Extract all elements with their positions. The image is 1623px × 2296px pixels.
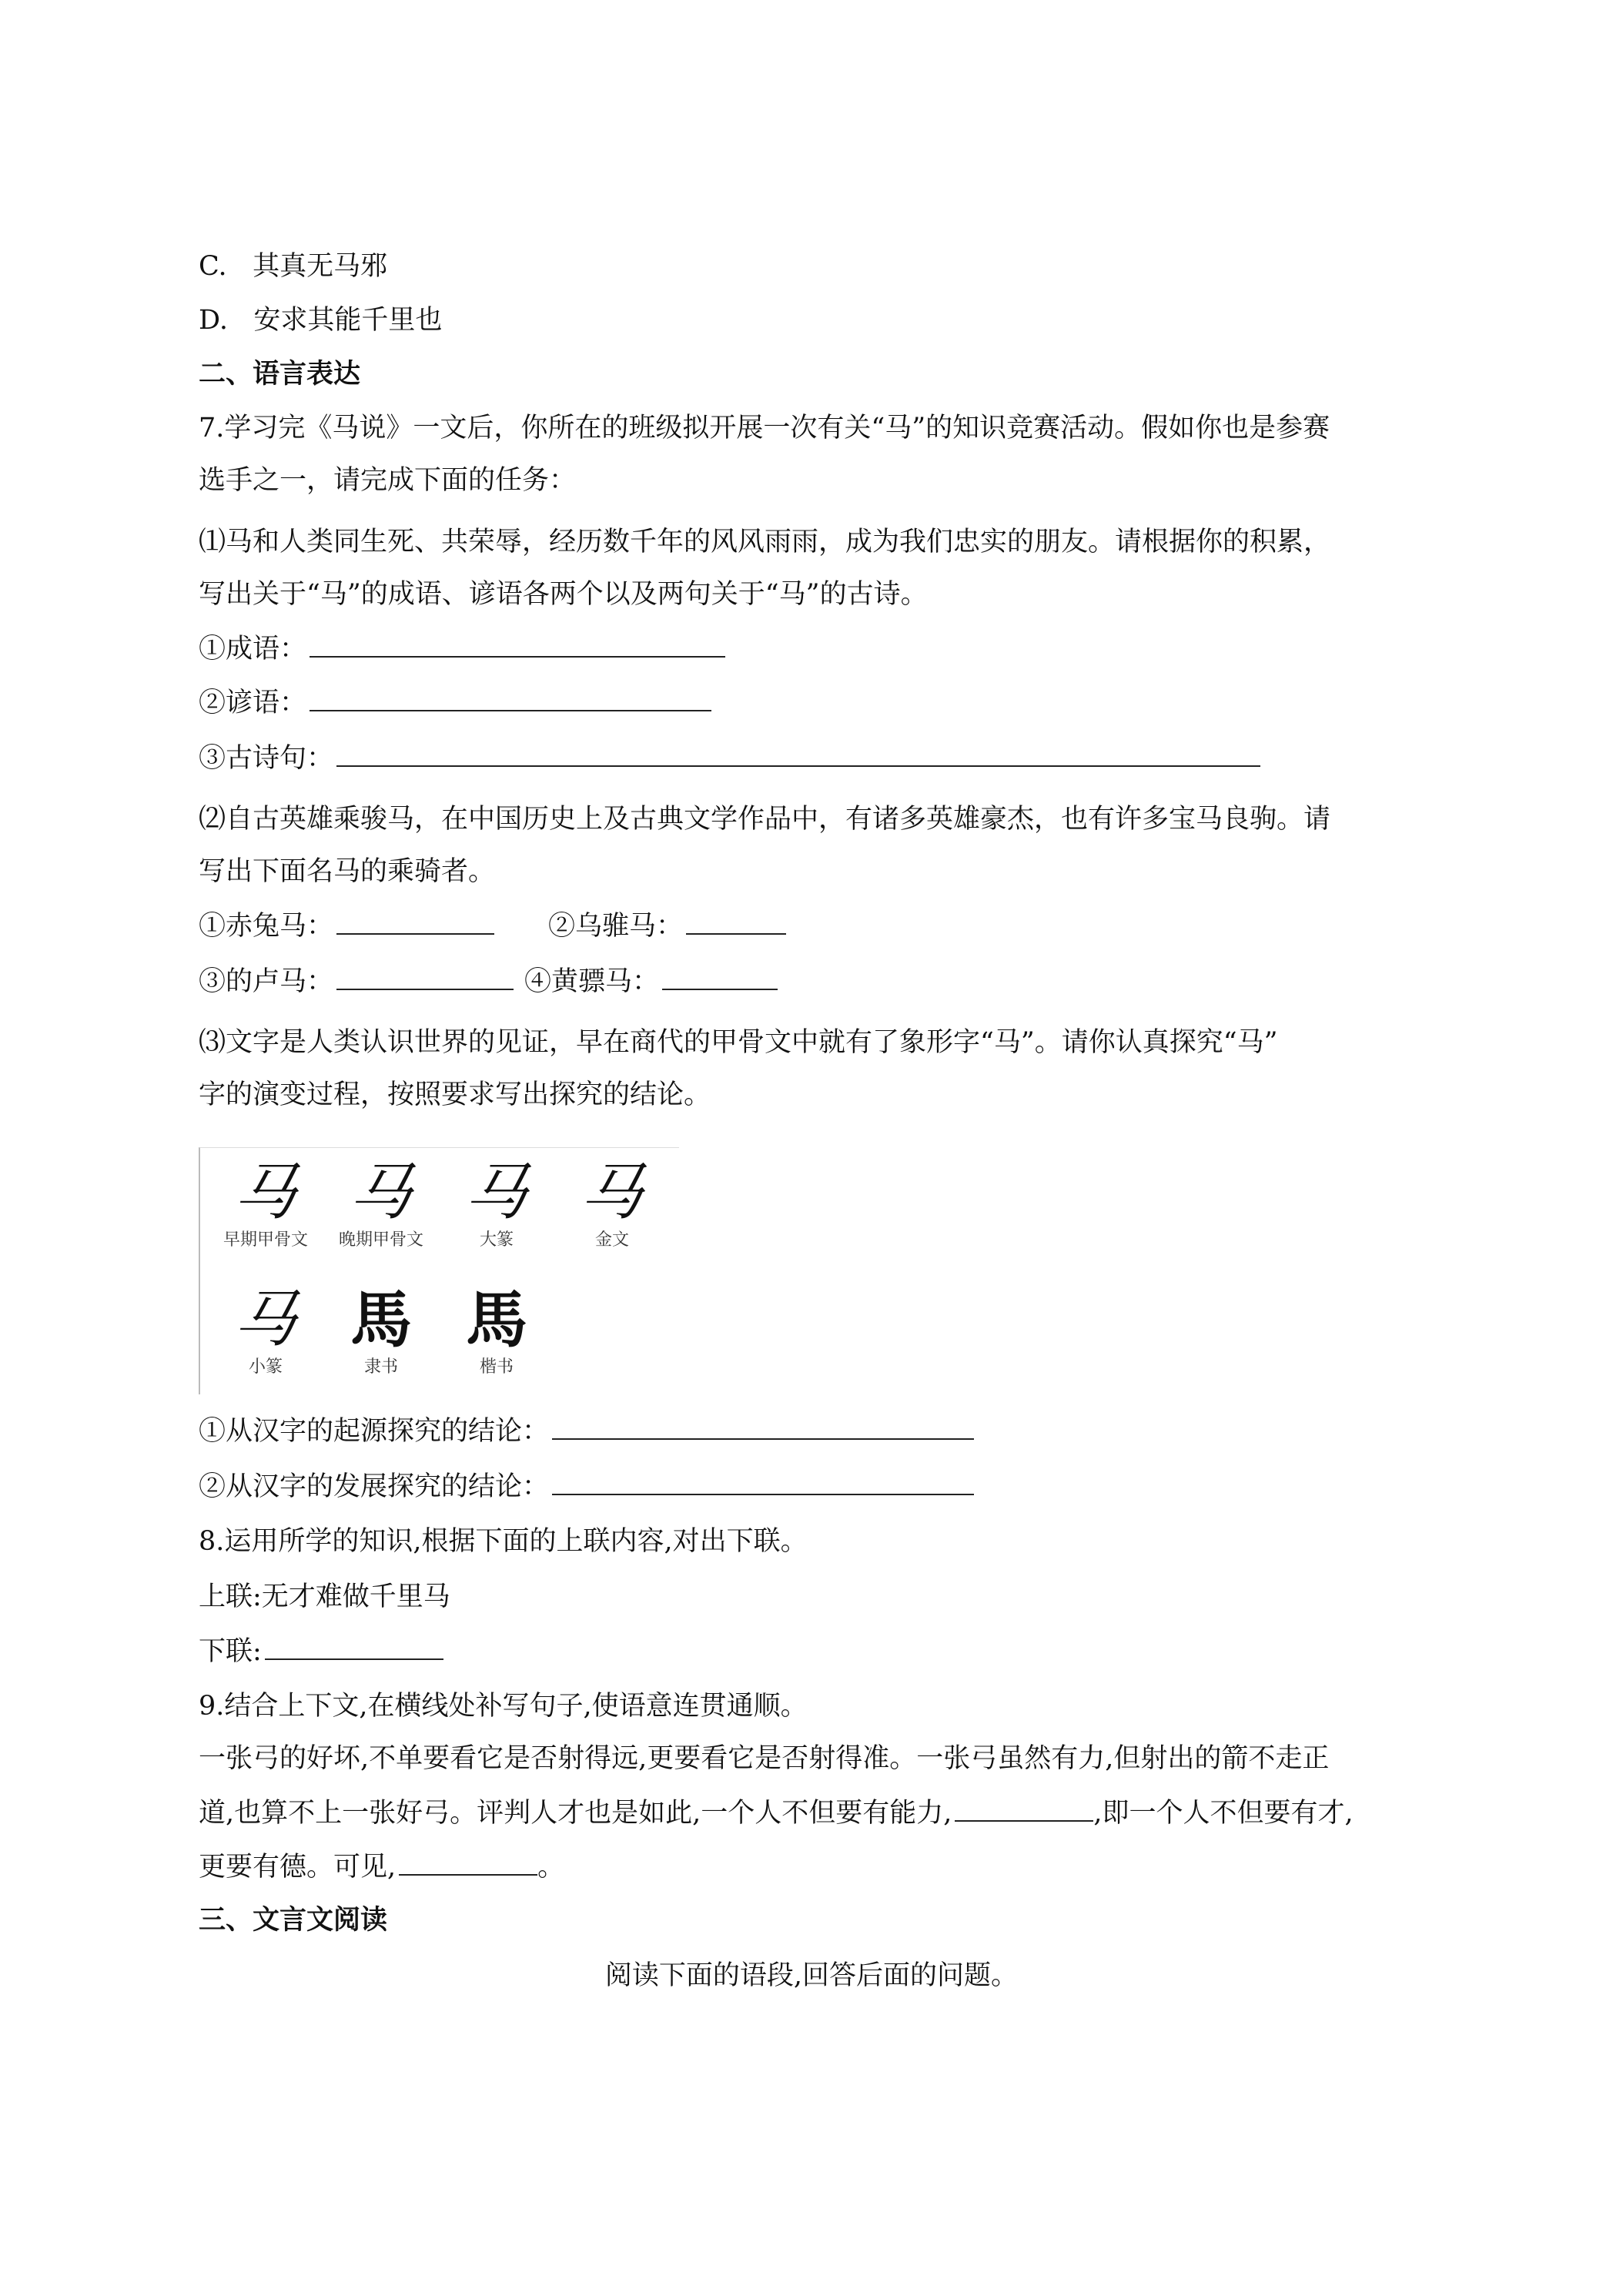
evolution-glyph: 马 bbox=[229, 1156, 302, 1228]
evolution-caption: 大篆 bbox=[479, 1230, 514, 1250]
q7-intro-line2: 选手之一，请完成下面的任务： bbox=[199, 465, 577, 496]
evolution-item-lishu bbox=[323, 1283, 439, 1378]
section-2-title: 二、语言表达 bbox=[199, 358, 361, 390]
idiom-row bbox=[199, 630, 725, 668]
poem-label: ③古诗句： bbox=[199, 743, 334, 774]
evolution-caption: 楷书 bbox=[479, 1357, 514, 1377]
evolution-item-kaishu bbox=[439, 1283, 554, 1378]
horse2-answer-blank[interactable] bbox=[686, 907, 786, 935]
evolution-caption: 金文 bbox=[594, 1230, 629, 1250]
horse1-answer-blank[interactable] bbox=[336, 907, 494, 935]
q9-text-line1: 一张弓的好坏,不单要看它是否射得远,更要看它是否射得准。一张弓虽然有力,但射出的箭不走正 bbox=[199, 1743, 1330, 1774]
q7-part2-line2: 写出下面名马的乘骑者。 bbox=[199, 856, 496, 887]
evolution-glyph: 馬 bbox=[466, 1284, 527, 1356]
option-d bbox=[199, 302, 442, 339]
evolution-item-xiaozhuan bbox=[208, 1283, 323, 1378]
q7-part3-line2: 字的演变过程，按照要求写出探究的结论。 bbox=[199, 1079, 711, 1110]
evolution-glyph: 马 bbox=[460, 1156, 533, 1228]
q9-text-line2-start: 道,也算不上一张好弓。评判人才也是如此,一个人不但要有能力, bbox=[199, 1798, 952, 1829]
option-c-text: 其真无马邪 bbox=[253, 251, 388, 282]
q7-intro-line1: 7.学习完《马说》一文后，你所在的班级拟开展一次有关“马”的知识竞赛活动。假如你也是参赛 bbox=[199, 413, 1330, 443]
horse4-answer-blank[interactable] bbox=[662, 962, 778, 990]
horse-row-2 bbox=[199, 962, 778, 1000]
idiom-answer-blank[interactable] bbox=[310, 630, 725, 658]
horse4-label: ④黄骠马： bbox=[524, 966, 660, 997]
q9-answer-blank-1[interactable] bbox=[955, 1794, 1093, 1822]
q8-upper-couplet: 上联:无才难做千里马 bbox=[199, 1581, 450, 1612]
evolution-glyph: 马 bbox=[345, 1156, 417, 1228]
horse3-answer-blank[interactable] bbox=[336, 962, 514, 990]
poem-answer-blank[interactable] bbox=[336, 739, 1260, 767]
origin-answer-blank[interactable] bbox=[552, 1412, 974, 1440]
evolution-caption: 晚期甲骨文 bbox=[338, 1230, 423, 1250]
option-d-letter: D. bbox=[199, 305, 228, 336]
option-c bbox=[199, 248, 387, 285]
q8-lower-label: 下联: bbox=[199, 1636, 262, 1667]
lower-couplet-answer-blank[interactable] bbox=[265, 1632, 443, 1660]
origin-conclusion-row bbox=[199, 1412, 974, 1450]
horse-character-evolution-figure bbox=[199, 1147, 679, 1394]
horse2-label: ②乌骓马： bbox=[548, 911, 684, 942]
evolution-item-jinwen bbox=[554, 1156, 670, 1251]
proverb-answer-blank[interactable] bbox=[310, 684, 711, 711]
q9-text-line2 bbox=[199, 1794, 1354, 1832]
option-d-text: 安求其能千里也 bbox=[253, 305, 443, 336]
horse-row-1 bbox=[199, 907, 786, 945]
development-conclusion-row bbox=[199, 1468, 974, 1505]
q9-text-line2-end: ,即一个人不但要有才, bbox=[1093, 1798, 1354, 1829]
origin-label: ①从汉字的起源探究的结论： bbox=[199, 1416, 550, 1447]
development-answer-blank[interactable] bbox=[552, 1468, 974, 1495]
proverb-label: ②谚语： bbox=[199, 688, 307, 718]
q9-answer-blank-2[interactable] bbox=[399, 1848, 537, 1876]
q8-lower-couplet-row bbox=[199, 1632, 443, 1670]
evolution-item-late-oracle bbox=[323, 1156, 439, 1251]
q7-part2-line1: ⑵自古英雄乘骏马，在中国历史上及古典文学作品中，有诸多英雄豪杰，也有许多宝马良驹。请 bbox=[199, 804, 1331, 835]
reading-instruction: 阅读下面的语段,回答后面的问题。 bbox=[604, 1960, 1019, 1991]
q8-intro: 8.运用所学的知识,根据下面的上联内容,对出下联。 bbox=[199, 1526, 808, 1557]
evolution-glyph: 马 bbox=[576, 1156, 648, 1228]
proverb-row bbox=[199, 684, 711, 721]
horse3-label: ③的卢马： bbox=[199, 966, 334, 997]
development-label: ②从汉字的发展探究的结论： bbox=[199, 1471, 550, 1502]
q9-text-line3-start: 更要有德。可见, bbox=[199, 1852, 397, 1883]
evolution-caption: 小篆 bbox=[248, 1357, 283, 1377]
q7-part3-line1: ⑶文字是人类认识世界的见证，早在商代的甲骨文中就有了象形字“马”。请你认真探究“马” bbox=[199, 1027, 1278, 1058]
evolution-item-early-oracle bbox=[208, 1156, 323, 1251]
q9-text-line3-end: 。 bbox=[537, 1852, 565, 1883]
section-3-title: 三、文言文阅读 bbox=[199, 1904, 388, 1936]
q9-intro: 9.结合上下文,在横线处补写句子,使语意连贯通顺。 bbox=[199, 1691, 808, 1722]
evolution-caption: 隶书 bbox=[363, 1357, 398, 1377]
idiom-label: ①成语： bbox=[199, 634, 307, 664]
horse1-label: ①赤兔马： bbox=[199, 911, 334, 942]
evolution-item-dazhuan bbox=[439, 1156, 554, 1251]
evolution-caption: 早期甲骨文 bbox=[223, 1230, 308, 1250]
poem-row bbox=[199, 739, 1260, 777]
evolution-glyph: 马 bbox=[229, 1284, 302, 1355]
q7-part1-line1: ⑴马和人类同生死、共荣辱，经历数千年的风风雨雨，成为我们忠实的朋友。请根据你的积累， bbox=[199, 527, 1331, 557]
q7-part1-line2: 写出关于“马”的成语、谚语各两个以及两句关于“马”的古诗。 bbox=[199, 579, 928, 610]
evolution-glyph: 馬 bbox=[350, 1284, 412, 1356]
option-c-letter: C. bbox=[199, 251, 227, 282]
q9-text-line3 bbox=[199, 1848, 564, 1886]
